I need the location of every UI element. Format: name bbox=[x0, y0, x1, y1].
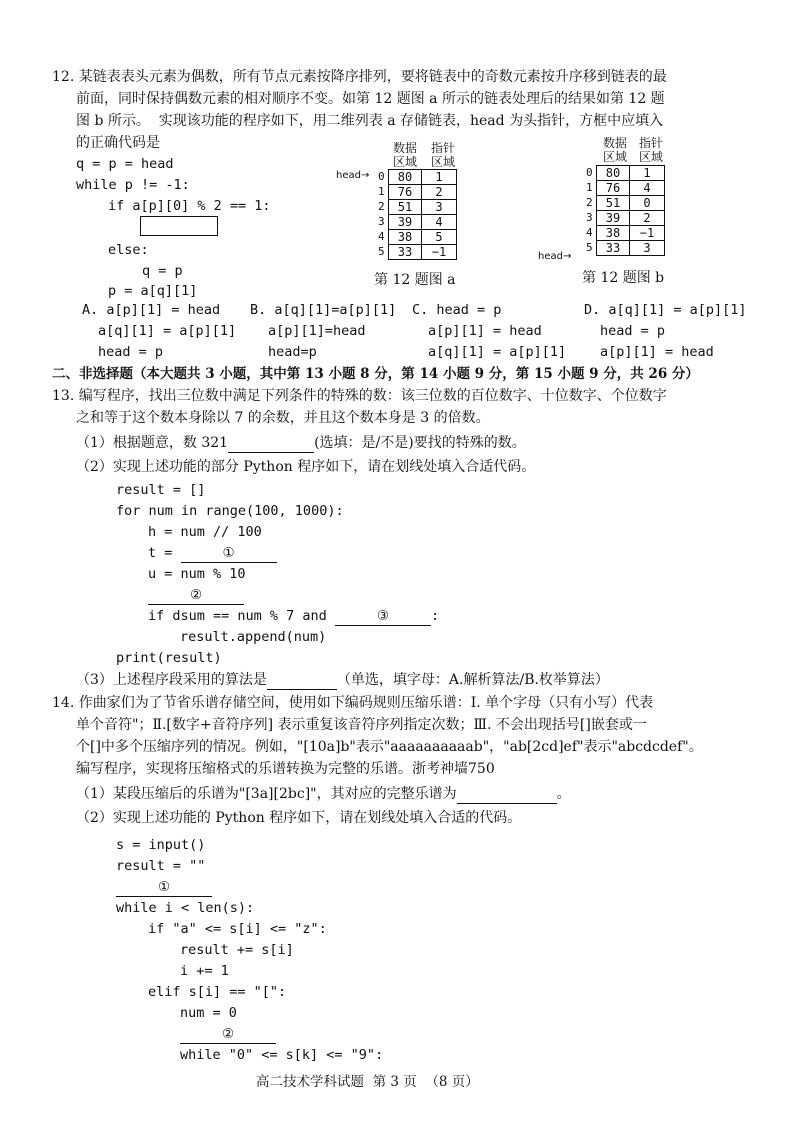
option-d-line: a[p][1] = head bbox=[600, 344, 714, 360]
section-heading: 二、非选择题（本大题共 3 小题，其中第 13 小题 8 分，第 14 小题 9 分，第 15 小题 9 分，共 26 分） bbox=[52, 366, 699, 382]
q12-code-line: q = p bbox=[142, 263, 183, 279]
option-b: B. a[q][1]=a[p][1] bbox=[250, 302, 397, 318]
table-b-pointer-header: 指针 区域 bbox=[638, 136, 663, 164]
q14-code-line: s = input() bbox=[116, 837, 206, 853]
q14-code-line: result += s[i] bbox=[180, 942, 294, 958]
page-footer: 高二技术学科试题 第 3 页 （8 页） bbox=[256, 1074, 479, 1090]
q13-code-line: print(result) bbox=[116, 650, 222, 666]
option-a-line: a[q][1] = a[p][1] bbox=[98, 323, 237, 339]
q12-code-line: p = a[q][1] bbox=[108, 283, 198, 299]
option-a: A. a[p][1] = head bbox=[82, 302, 221, 318]
q12-stem-line2: 前面，同时保持偶数元素的相对顺序不变。如第 12 题图 a 所示的链表处理后的结果如第 12 题 bbox=[76, 91, 665, 107]
table-row: 39 4 bbox=[389, 215, 457, 230]
table-row: 39 2 bbox=[597, 211, 665, 226]
q12-code-line: if a[p][0] % 2 == 1: bbox=[108, 198, 271, 214]
answer-blank-2: ② bbox=[180, 1025, 276, 1044]
answer-blank bbox=[267, 671, 337, 690]
table-row: 33 −1 bbox=[389, 245, 457, 260]
q13-code-line: if dsum == num % 7 and ③ : bbox=[148, 608, 440, 624]
q14-code-line: result = "" bbox=[116, 858, 206, 874]
q12-code-line: else: bbox=[108, 242, 149, 258]
q14-part2: （2）实现上述功能的 Python 程序如下，请在划线处填入合适的代码。 bbox=[76, 810, 522, 826]
table-a-head-pointer: head→ bbox=[336, 170, 370, 181]
q13-part2: （2）实现上述功能的部分 Python 程序如下，请在划线处填入合适代码。 bbox=[76, 459, 536, 475]
q13-code-line bbox=[148, 585, 244, 605]
table-a-pointer-header: 指针 区域 bbox=[430, 141, 455, 169]
table-row: 80 1 bbox=[597, 166, 665, 181]
linked-list-table-a bbox=[388, 169, 457, 260]
q13-code-line: for num in range(100, 1000): bbox=[116, 503, 344, 519]
answer-box bbox=[140, 216, 218, 236]
answer-blank bbox=[228, 434, 314, 453]
option-d: D. a[q][1] = a[p][1] bbox=[584, 302, 747, 318]
q14-code-line: elif s[i] == "[": bbox=[148, 984, 287, 1000]
q14-code-line: while i < len(s): bbox=[116, 900, 255, 916]
q14-code-line: num = 0 bbox=[180, 1005, 237, 1021]
q14-code-line: while "0" <= s[k] <= "9": bbox=[180, 1047, 384, 1063]
answer-blank-3: ③ bbox=[335, 607, 431, 626]
q12-stem-line1: 12. 某链表表头元素为偶数，所有节点元素按降序排列，要将链表中的奇数元素按升序移到链表的最 bbox=[52, 69, 667, 85]
table-row: 33 3 bbox=[597, 241, 665, 256]
table-row: 38 5 bbox=[389, 230, 457, 245]
q13-stem-line1: 13. 编写程序，找出三位数中满足下列条件的特殊的数：该三位数的百位数字、十位数字、个位数字 bbox=[52, 388, 667, 404]
answer-blank-1: ① bbox=[181, 544, 277, 563]
q14-code-line: i += 1 bbox=[180, 963, 229, 979]
q14-stem-line4: 编写程序，实现将压缩格式的乐谱转换为完整的乐谱。浙考神墙750 bbox=[76, 761, 495, 777]
q12-stem-line3: 图 b 所示。 实现该功能的程序如下，用二维列表 a 存储链表，head 为头指针，方框中应填入 bbox=[76, 113, 664, 129]
table-b-data-header: 数据 区域 bbox=[602, 136, 627, 164]
table-b-index: 0 1 2 3 4 5 bbox=[586, 166, 593, 254]
option-c: C. head = p bbox=[412, 302, 502, 318]
table-row: 76 4 bbox=[597, 181, 665, 196]
q13-code-line: result.append(num) bbox=[180, 629, 327, 645]
q12-code-line: q = p = head bbox=[76, 156, 174, 172]
table-row: 80 1 bbox=[389, 170, 457, 185]
q14-stem-line1: 14. 作曲家们为了节省乐谱存储空间，使用如下编码规则压缩乐谱：Ⅰ. 单个字母（只有小写）代表 bbox=[52, 695, 654, 711]
table-b-head-pointer: head→ bbox=[538, 251, 572, 262]
linked-list-table-b bbox=[596, 165, 665, 256]
table-a-data-header: 数据 区域 bbox=[392, 141, 417, 169]
q13-code-line: h = num // 100 bbox=[148, 524, 262, 540]
q14-stem-line3: 个[]中多个压缩序列的情况。例如，"[10a]b"表示"aaaaaaaaaab"，"ab[2cd]ef"表示"abcdcdef"。 bbox=[76, 739, 703, 755]
q13-part3: （3）上述程序段采用的算法是 （单选，填字母：A.解析算法/B.枚举算法） bbox=[76, 672, 609, 688]
q12-stem-line4: 的正确代码是 bbox=[76, 135, 160, 151]
answer-blank-2: ② bbox=[148, 586, 244, 605]
option-c-line: a[p][1] = head bbox=[428, 323, 542, 339]
option-b-line: a[p][1]=head bbox=[268, 323, 366, 339]
table-b-caption: 第 12 题图 b bbox=[582, 270, 665, 286]
q13-stem-line2: 之和等于这个数本身除以 7 的余数，并且这个数本身是 3 的倍数。 bbox=[76, 410, 490, 426]
option-b-line: head=p bbox=[268, 344, 317, 360]
option-a-line: head = p bbox=[98, 344, 164, 360]
table-row: 76 2 bbox=[389, 185, 457, 200]
q14-code-line bbox=[116, 877, 212, 897]
option-c-line: a[q][1] = a[p][1] bbox=[428, 344, 567, 360]
table-row: 38 −1 bbox=[597, 226, 665, 241]
answer-blank bbox=[457, 785, 557, 804]
option-d-line: head = p bbox=[600, 323, 666, 339]
answer-blank-1: ① bbox=[116, 878, 212, 897]
q13-part1: （1）根据题意，数 321 (选填：是/不是)要找的特殊的数。 bbox=[76, 435, 526, 451]
table-row: 51 0 bbox=[597, 196, 665, 211]
table-a-index: 0 1 2 3 4 5 bbox=[378, 170, 385, 258]
q13-code-line: t = ① bbox=[148, 543, 277, 563]
q14-code-line: if "a" <= s[i] <= "z": bbox=[148, 921, 327, 937]
q12-code-line: while p != -1: bbox=[76, 177, 190, 193]
q13-code-line: u = num % 10 bbox=[148, 566, 246, 582]
q14-code-line bbox=[180, 1024, 276, 1044]
q14-stem-line2: 单个音符"；Ⅱ.[数字+音符序列] 表示重复该音符序列指定次数；Ⅲ. 不会出现括号[]嵌套或一 bbox=[76, 717, 647, 733]
table-row: 51 3 bbox=[389, 200, 457, 215]
q13-code-line: result = [] bbox=[116, 482, 206, 498]
q14-part1: （1）某段压缩后的乐谱为"[3a][2bc]"，其对应的完整乐谱为 。 bbox=[76, 786, 571, 802]
table-a-caption: 第 12 题图 a bbox=[374, 272, 456, 288]
